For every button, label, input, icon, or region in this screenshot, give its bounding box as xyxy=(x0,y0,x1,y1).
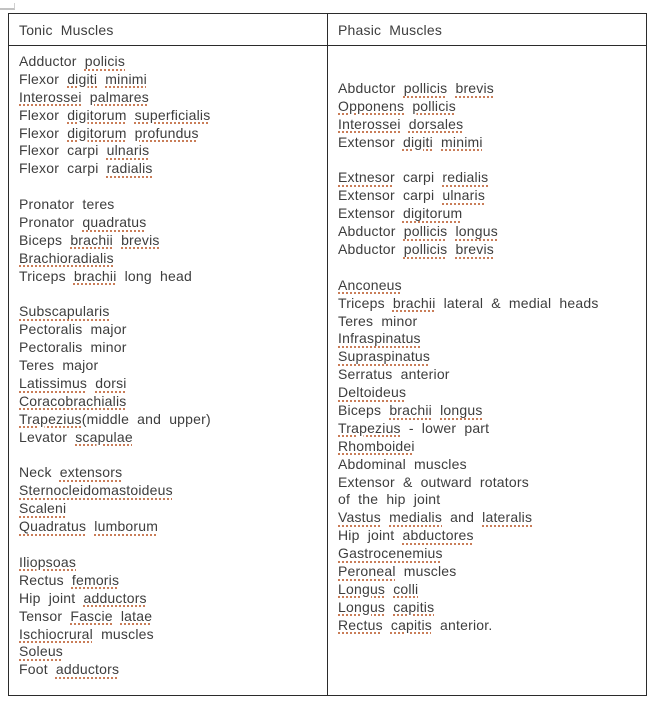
underlined-word: Sternocleidomastoideus xyxy=(19,482,173,499)
underlined-word: digiti xyxy=(67,70,98,87)
stray-mark xyxy=(0,3,15,10)
muscle-line: Pectoralis minor xyxy=(19,339,127,356)
header-phasic-muscles: Phasic Muscles xyxy=(327,14,646,45)
underlined-word: Trapezius xyxy=(19,410,82,427)
muscle-line: Trapezius - lower part xyxy=(338,419,490,436)
underlined-word: Longus xyxy=(338,580,386,597)
blank-line xyxy=(338,259,638,277)
muscle-line xyxy=(338,545,638,563)
underlined-word: Gastrocenemius xyxy=(338,545,443,562)
muscle-line xyxy=(19,500,319,518)
underlined-word: Coracobrachialis xyxy=(19,392,127,409)
muscle-line: Pectoralis major xyxy=(19,321,127,338)
underlined-word: redialis xyxy=(442,169,489,186)
muscle-line xyxy=(19,518,319,536)
muscle-line: Extensor digitorum xyxy=(338,205,463,222)
tonic-muscles-cell xyxy=(9,46,327,695)
muscle-line: Levator scapulae xyxy=(19,428,133,445)
underlined-word: digiti xyxy=(402,133,433,150)
muscle-line: Ischiocrural muscles xyxy=(19,625,154,642)
muscle-line xyxy=(19,482,319,500)
underlined-word: Longus xyxy=(338,598,386,615)
muscle-line: Flexor digiti minimi xyxy=(19,70,147,87)
underlined-word: dorsales xyxy=(408,115,464,132)
underlined-word: ulnaris xyxy=(106,142,150,159)
underlined-word: Trapezius xyxy=(338,419,401,436)
muscle-line: Teres minor xyxy=(338,312,418,329)
header-tonic-muscles: Tonic Muscles xyxy=(19,22,114,38)
muscle-line: Flexor carpi ulnaris xyxy=(19,142,150,159)
muscle-line: Trapezius(middle and upper) xyxy=(19,410,211,427)
underlined-word: latae xyxy=(120,607,153,624)
underlined-word: Scaleni xyxy=(19,500,67,517)
muscle-line: Teres major xyxy=(19,357,99,374)
underlined-word: Interossei xyxy=(338,115,401,132)
underlined-word: Latissimus xyxy=(19,375,88,392)
underlined-word: Anconeus xyxy=(338,276,402,293)
underlined-word: Interossei xyxy=(19,88,82,105)
underlined-word: minimi xyxy=(441,133,483,150)
blank-line xyxy=(19,286,319,304)
muscle-line xyxy=(338,348,638,366)
muscle-line xyxy=(338,98,638,116)
underlined-word: pollicis xyxy=(403,241,448,258)
muscle-line xyxy=(19,89,319,107)
underlined-word: longus xyxy=(455,223,498,240)
muscle-line xyxy=(19,250,319,268)
muscle-line xyxy=(19,643,319,661)
muscle-line: Hip joint abductores xyxy=(338,527,474,544)
underlined-word: Vastus xyxy=(338,509,381,526)
underlined-word: dorsi xyxy=(95,375,127,392)
blank-line xyxy=(19,178,319,196)
underlined-word: Iliopsoas xyxy=(19,553,77,570)
muscle-line: Extnesor carpi redialis xyxy=(338,169,489,186)
muscle-line: Pronator teres xyxy=(19,196,115,213)
muscle-line xyxy=(19,554,319,572)
phasic-muscles-cell xyxy=(327,46,646,695)
muscle-line: Extensor digiti minimi xyxy=(338,133,483,150)
muscle-line: of the hip joint xyxy=(338,491,441,508)
muscle-line: Abductor pollicis brevis xyxy=(338,241,494,258)
underlined-word: palmares xyxy=(89,88,149,105)
underlined-word: Brachioradialis xyxy=(19,249,114,266)
underlined-word: digitorum xyxy=(402,205,463,222)
muscle-line: Extensor carpi ulnaris xyxy=(338,187,486,204)
underlined-word: brevis xyxy=(455,241,494,258)
underlined-word: policis xyxy=(84,53,126,69)
muscle-line xyxy=(338,277,638,295)
underlined-word: Peroneal xyxy=(338,563,396,580)
muscle-line xyxy=(338,599,638,617)
muscle-line: Extensor & outward rotators xyxy=(338,473,529,490)
underlined-word: Fascie xyxy=(70,607,113,624)
underlined-word: longus xyxy=(440,402,483,419)
muscle-line xyxy=(19,375,319,393)
underlined-word: extensors xyxy=(59,464,123,481)
muscle-line: Triceps brachii long head xyxy=(19,267,192,284)
blank-line xyxy=(19,536,319,554)
underlined-word: colli xyxy=(393,580,419,597)
underlined-word: femoris xyxy=(71,571,120,588)
table-header-row xyxy=(9,14,646,46)
blank-line xyxy=(338,152,638,170)
underlined-word: medialis xyxy=(389,509,443,526)
muscles-table xyxy=(8,13,647,696)
muscle-line: Pronator quadratus xyxy=(19,214,147,231)
muscle-line: Peroneal muscles xyxy=(338,563,457,580)
underlined-word: brevis xyxy=(121,231,160,248)
underlined-word: Ischiocrural xyxy=(19,625,93,642)
underlined-word: Rectus xyxy=(338,616,383,633)
underlined-word: Supraspinatus xyxy=(338,348,431,365)
underlined-word: radialis xyxy=(106,160,153,177)
underlined-word: Deltoideus xyxy=(338,384,407,401)
underlined-word: pollicis xyxy=(412,97,456,114)
underlined-word: minimi xyxy=(105,70,147,87)
underlined-word: profundus xyxy=(134,124,199,141)
muscle-line xyxy=(338,581,638,599)
underlined-word: scapulae xyxy=(75,428,133,445)
muscle-line xyxy=(338,384,638,402)
underlined-word: adductors xyxy=(55,661,120,678)
underlined-word: brevis xyxy=(455,80,494,96)
underlined-word: Rhomboidei xyxy=(338,437,415,454)
underlined-word: pollicis xyxy=(403,80,448,96)
underlined-word: digitorum xyxy=(67,106,127,123)
muscle-line: Neck extensors xyxy=(19,464,123,481)
muscle-line: Adductor policis xyxy=(19,53,126,69)
underlined-word: ulnaris xyxy=(442,187,486,204)
underlined-word: brachii xyxy=(73,267,117,284)
table-body-row xyxy=(9,46,646,695)
underlined-word: brachii xyxy=(389,402,432,419)
underlined-word: Soleus xyxy=(19,643,64,660)
muscle-line: Tensor Fascie latae xyxy=(19,607,153,624)
muscle-line xyxy=(338,330,638,348)
muscle-line: Serratus anterior xyxy=(338,366,450,383)
muscle-line: Flexor digitorum superficialis xyxy=(19,106,211,123)
muscle-line: Rectus femoris xyxy=(19,571,120,588)
underlined-word: Subscapularis xyxy=(19,303,110,320)
muscle-line xyxy=(19,393,319,411)
underlined-word: brachii xyxy=(70,231,113,248)
underlined-word: digitorum xyxy=(67,124,127,141)
muscle-line: Vastus medialis and lateralis xyxy=(338,509,533,526)
underlined-word: lumborum xyxy=(94,518,159,535)
muscle-line: Hip joint adductors xyxy=(19,589,147,606)
underlined-word: Extnesor xyxy=(338,169,395,186)
underlined-word: capitis xyxy=(390,616,432,633)
muscle-line: Triceps brachii lateral & medial heads xyxy=(338,294,599,311)
underlined-word: Opponens xyxy=(338,97,405,114)
muscle-line: Abdominal muscles xyxy=(338,455,467,472)
underlined-word: abductores xyxy=(402,527,474,544)
muscle-line: Abductor pollicis longus xyxy=(338,223,498,240)
underlined-word: pollicis xyxy=(403,223,448,240)
underlined-word: brachii xyxy=(392,294,436,311)
muscle-line: Abductor pollicis brevis xyxy=(338,80,494,96)
blank-line xyxy=(19,447,319,465)
underlined-word: quadratus xyxy=(82,214,147,231)
underlined-word: superficialis xyxy=(134,106,211,123)
muscle-line: Flexor digitorum profundus xyxy=(19,124,199,141)
muscle-line: Flexor carpi radialis xyxy=(19,160,153,177)
muscle-line xyxy=(338,438,638,456)
underlined-word: capitis xyxy=(393,598,435,615)
muscle-line xyxy=(19,303,319,321)
underlined-word: lateralis xyxy=(482,509,533,526)
muscle-line: Biceps brachii brevis xyxy=(19,231,160,248)
muscle-line xyxy=(338,116,638,134)
underlined-word: adductors xyxy=(83,589,147,606)
muscle-line: Rectus capitis anterior. xyxy=(338,616,493,633)
underlined-word: Infraspinatus xyxy=(338,330,421,347)
muscle-line: Biceps brachii longus xyxy=(338,402,483,419)
muscle-line: Foot adductors xyxy=(19,661,120,678)
underlined-word: Quadratus xyxy=(19,518,87,535)
